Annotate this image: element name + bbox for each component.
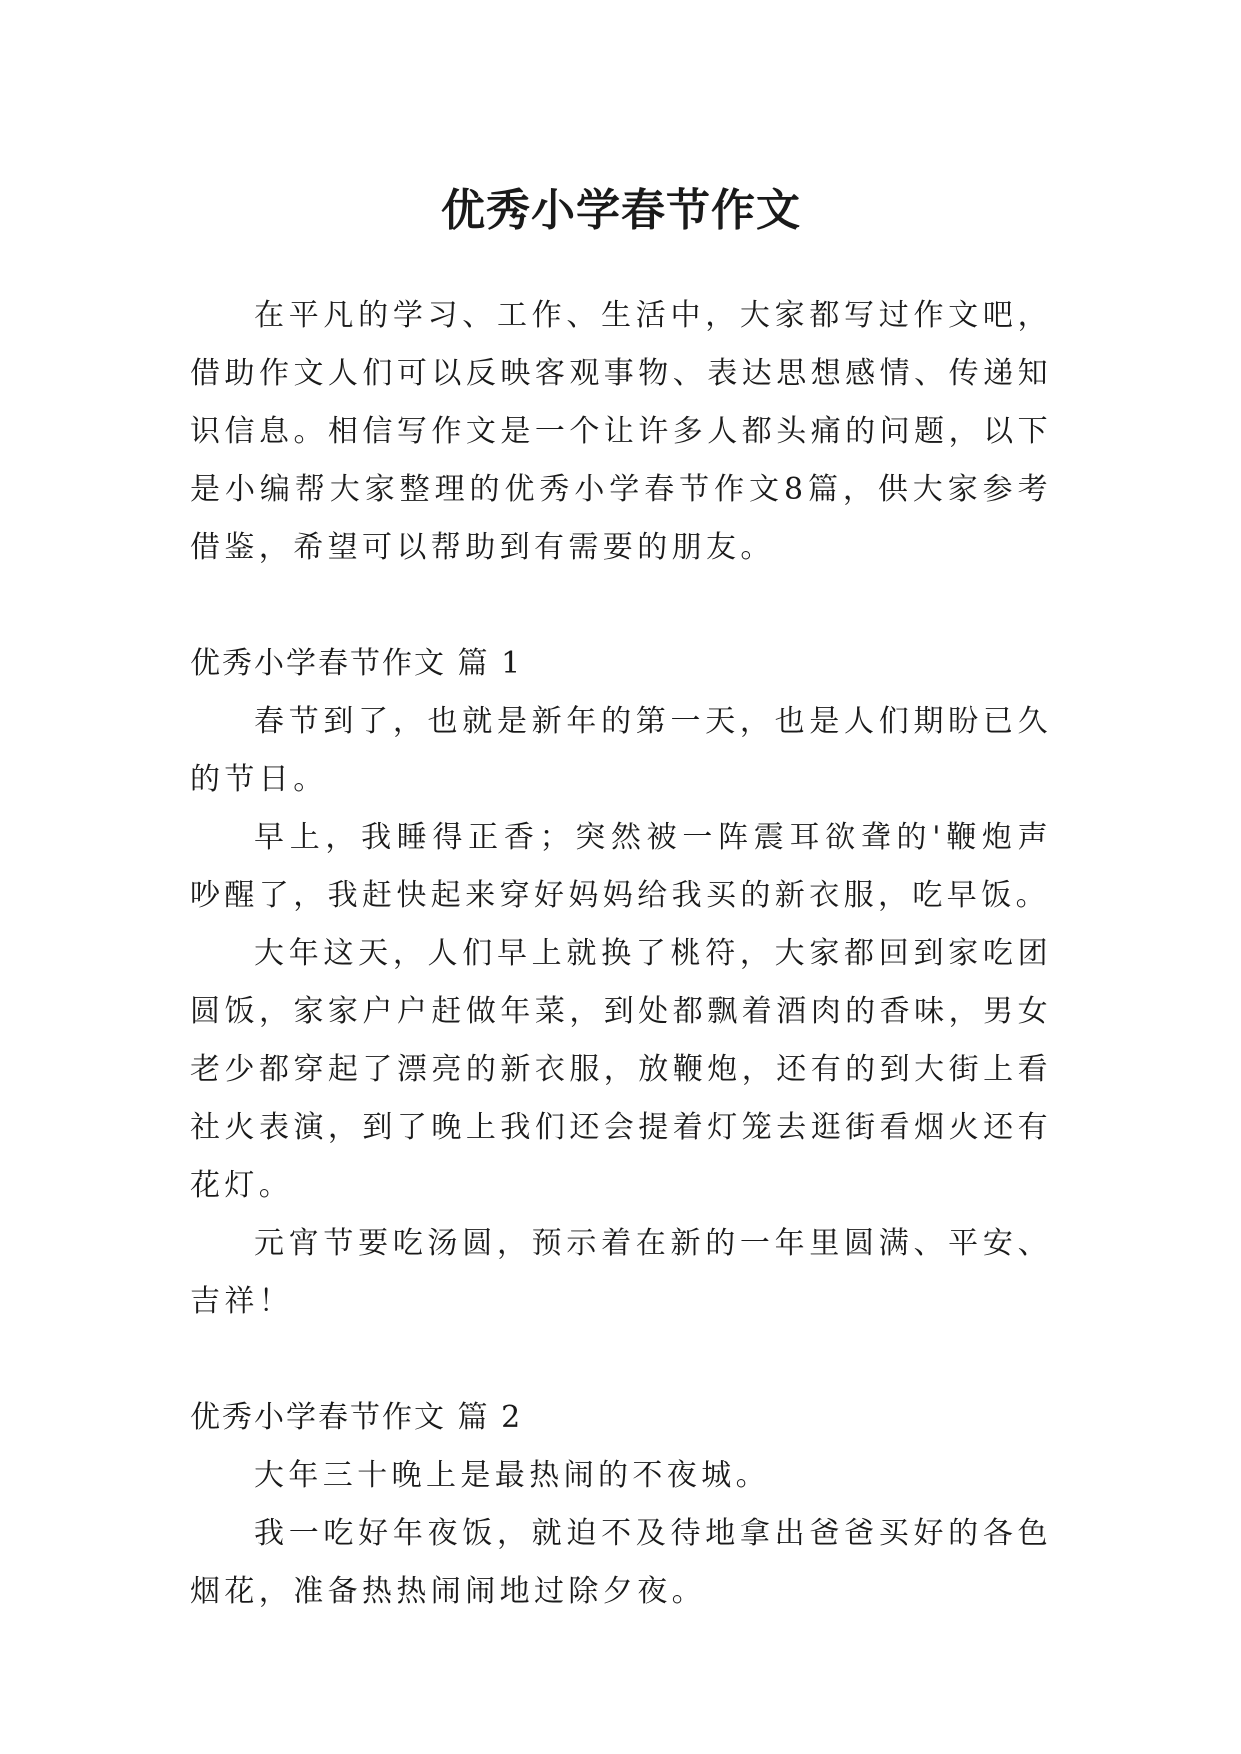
section-2-paragraph-1: 大年三十晚上是最热闹的不夜城。 — [254, 1458, 770, 1493]
section-heading-2: 优秀小学春节作文 篇 2 — [190, 1400, 523, 1435]
document-title: 优秀小学春节作文 — [441, 185, 801, 237]
section-spacer — [190, 577, 1052, 635]
section-1-paragraph-1: 春节到了，也就是新年的第一天，也是人们期盼已久的节日。 — [190, 704, 1052, 797]
intro-paragraph: 在平凡的学习、工作、生活中，大家都写过作文吧，借助作文人们可以反映客观事物、表达思想感情、传递知识信息。相信写作文是一个让许多人都头痛的问题，以下是小编帮大家整理的优秀小学春节作文8篇，供大家参考借鉴，希望可以帮助到有需要的朋友。 — [190, 298, 1052, 565]
section-heading-1: 优秀小学春节作文 篇 1 — [190, 646, 523, 681]
section-2-paragraph-2: 我一吃好年夜饭，就迫不及待地拿出爸爸买好的各色烟花，准备热热闹闹地过除夕夜。 — [190, 1516, 1052, 1609]
document-body — [190, 287, 1052, 1621]
section-spacer — [190, 1331, 1052, 1389]
section-1-paragraph-4: 元宵节要吃汤圆，预示着在新的一年里圆满、平安、吉祥！ — [190, 1226, 1052, 1319]
section-1-paragraph-3: 大年这天，人们早上就换了桃符，大家都回到家吃团圆饭，家家户户赶做年菜，到处都飘着酒肉的香味，男女老少都穿起了漂亮的新衣服，放鞭炮，还有的到大街上看社火表演，到了晚上我们还会提着灯笼去逛街看烟火还有花灯。 — [190, 936, 1052, 1203]
section-1-paragraph-2: 早上，我睡得正香；突然被一阵震耳欲聋的'鞭炮声吵醒了，我赶快起来穿好妈妈给我买的新衣服，吃早饭。 — [190, 820, 1052, 913]
